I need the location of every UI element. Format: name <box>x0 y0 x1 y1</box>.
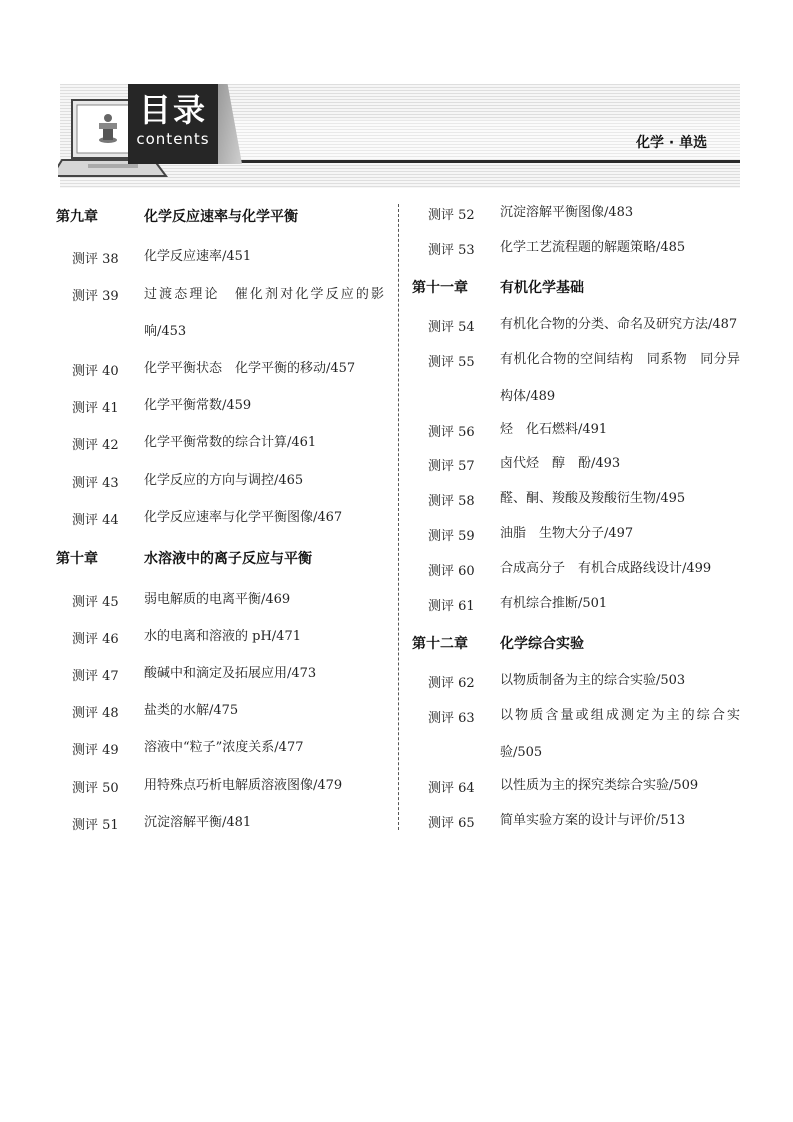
entry-number: 测评 61 <box>428 599 475 614</box>
subject-label: 化学 · 单选 <box>636 135 708 151</box>
entry-number: 测评 57 <box>428 459 475 474</box>
entry-title: 化学平衡常数的综合计算/461 <box>144 435 317 450</box>
entry-title: 沉淀溶解平衡图像/483 <box>500 205 634 220</box>
entry-number: 测评 49 <box>72 743 119 758</box>
entry-title: 溶液中“粒子”浓度关系/477 <box>144 740 304 755</box>
entry-title: 油脂 生物大分子/497 <box>500 526 634 541</box>
banner-rule <box>230 160 740 163</box>
entry-number: 测评 55 <box>428 355 475 370</box>
chapter-title: 有机化学基础 <box>500 280 584 296</box>
entry-title: 醛、酮、羧酸及羧酸衍生物/495 <box>500 491 686 506</box>
entry-number: 测评 65 <box>428 816 475 831</box>
entry-title: 化学平衡状态 化学平衡的移动/457 <box>144 361 356 376</box>
entry-number: 测评 62 <box>428 676 475 691</box>
entry-number: 测评 41 <box>72 401 119 416</box>
entry-number: 测评 42 <box>72 438 119 453</box>
header-banner <box>0 0 793 200</box>
entry-number: 测评 52 <box>428 208 475 223</box>
toc-title-block <box>128 84 218 164</box>
chapter-number: 第九章 <box>56 209 98 225</box>
entry-number: 测评 46 <box>72 632 119 647</box>
entry-number: 测评 48 <box>72 706 119 721</box>
chapter-title: 水溶液中的离子反应与平衡 <box>144 551 312 567</box>
entry-title: 合成高分子 有机合成路线设计/499 <box>500 561 712 576</box>
entry-number: 测评 53 <box>428 243 475 258</box>
entry-title: 化学工艺流程题的解题策略/485 <box>500 240 686 255</box>
entry-title: 沉淀溶解平衡/481 <box>144 815 252 830</box>
entry-number: 测评 60 <box>428 564 475 579</box>
entry-number: 测评 64 <box>428 781 475 796</box>
chapter-heading[interactable] <box>56 548 312 568</box>
chapter-number: 第十一章 <box>412 280 468 296</box>
entry-number: 测评 39 <box>72 289 119 304</box>
entry-title: 有机综合推断/501 <box>500 596 608 611</box>
entry-number: 测评 56 <box>428 425 475 440</box>
entry-number: 测评 51 <box>72 818 119 833</box>
entry-title: 卤代烃 醇 酚/493 <box>500 456 621 471</box>
entry-title: 以物质制备为主的综合实验/503 <box>500 673 686 688</box>
entry-title: 化学反应速率/451 <box>144 249 252 264</box>
entry-title: 化学平衡常数/459 <box>144 398 252 413</box>
entry-number: 测评 47 <box>72 669 119 684</box>
entry-title: 简单实验方案的设计与评价/513 <box>500 813 686 828</box>
page-subtitle: contents <box>136 130 210 148</box>
entry-number: 测评 54 <box>428 320 475 335</box>
entry-number: 测评 38 <box>72 252 119 267</box>
chapter-number: 第十章 <box>56 551 98 567</box>
entry-title: 以性质为主的探究类综合实验/509 <box>500 778 699 793</box>
chapter-heading[interactable] <box>412 277 584 297</box>
page-title: 目录 <box>138 91 207 129</box>
chapter-number: 第十二章 <box>412 636 468 652</box>
chapter-heading[interactable] <box>56 206 298 226</box>
entry-title: 有机化合物的分类、命名及研究方法/487 <box>500 317 738 332</box>
entry-title: 水的电离和溶液的 pH/471 <box>144 629 301 644</box>
entry-title: 酸碱中和滴定及拓展应用/473 <box>144 666 317 681</box>
entry-title: 以物质含量或组成测定为主的综合实验/505 <box>500 708 740 760</box>
entry-number: 测评 58 <box>428 494 475 509</box>
entry-title: 化学反应的方向与调控/465 <box>144 473 304 488</box>
chapter-title: 化学反应速率与化学平衡 <box>144 209 298 225</box>
entry-number: 测评 44 <box>72 513 119 528</box>
entry-number: 测评 40 <box>72 364 119 379</box>
chapter-title: 化学综合实验 <box>500 636 584 652</box>
entry-title: 过渡态理论 催化剂对化学反应的影响/453 <box>144 287 384 339</box>
entry-title: 用特殊点巧析电解质溶液图像/479 <box>144 778 343 793</box>
entry-number: 测评 59 <box>428 529 475 544</box>
entry-title: 弱电解质的电离平衡/469 <box>144 592 291 607</box>
entry-title: 化学反应速率与化学平衡图像/467 <box>144 510 343 525</box>
entry-number: 测评 43 <box>72 476 119 491</box>
entry-number: 测评 45 <box>72 595 119 610</box>
column-divider <box>398 204 399 830</box>
entry-title: 有机化合物的空间结构 同系物 同分异构体/489 <box>500 352 740 404</box>
entry-title: 烃 化石燃料/491 <box>500 422 608 437</box>
entry-number: 测评 50 <box>72 781 119 796</box>
chapter-heading[interactable] <box>412 633 584 653</box>
entry-title: 盐类的水解/475 <box>144 703 239 718</box>
entry-number: 测评 63 <box>428 711 475 726</box>
